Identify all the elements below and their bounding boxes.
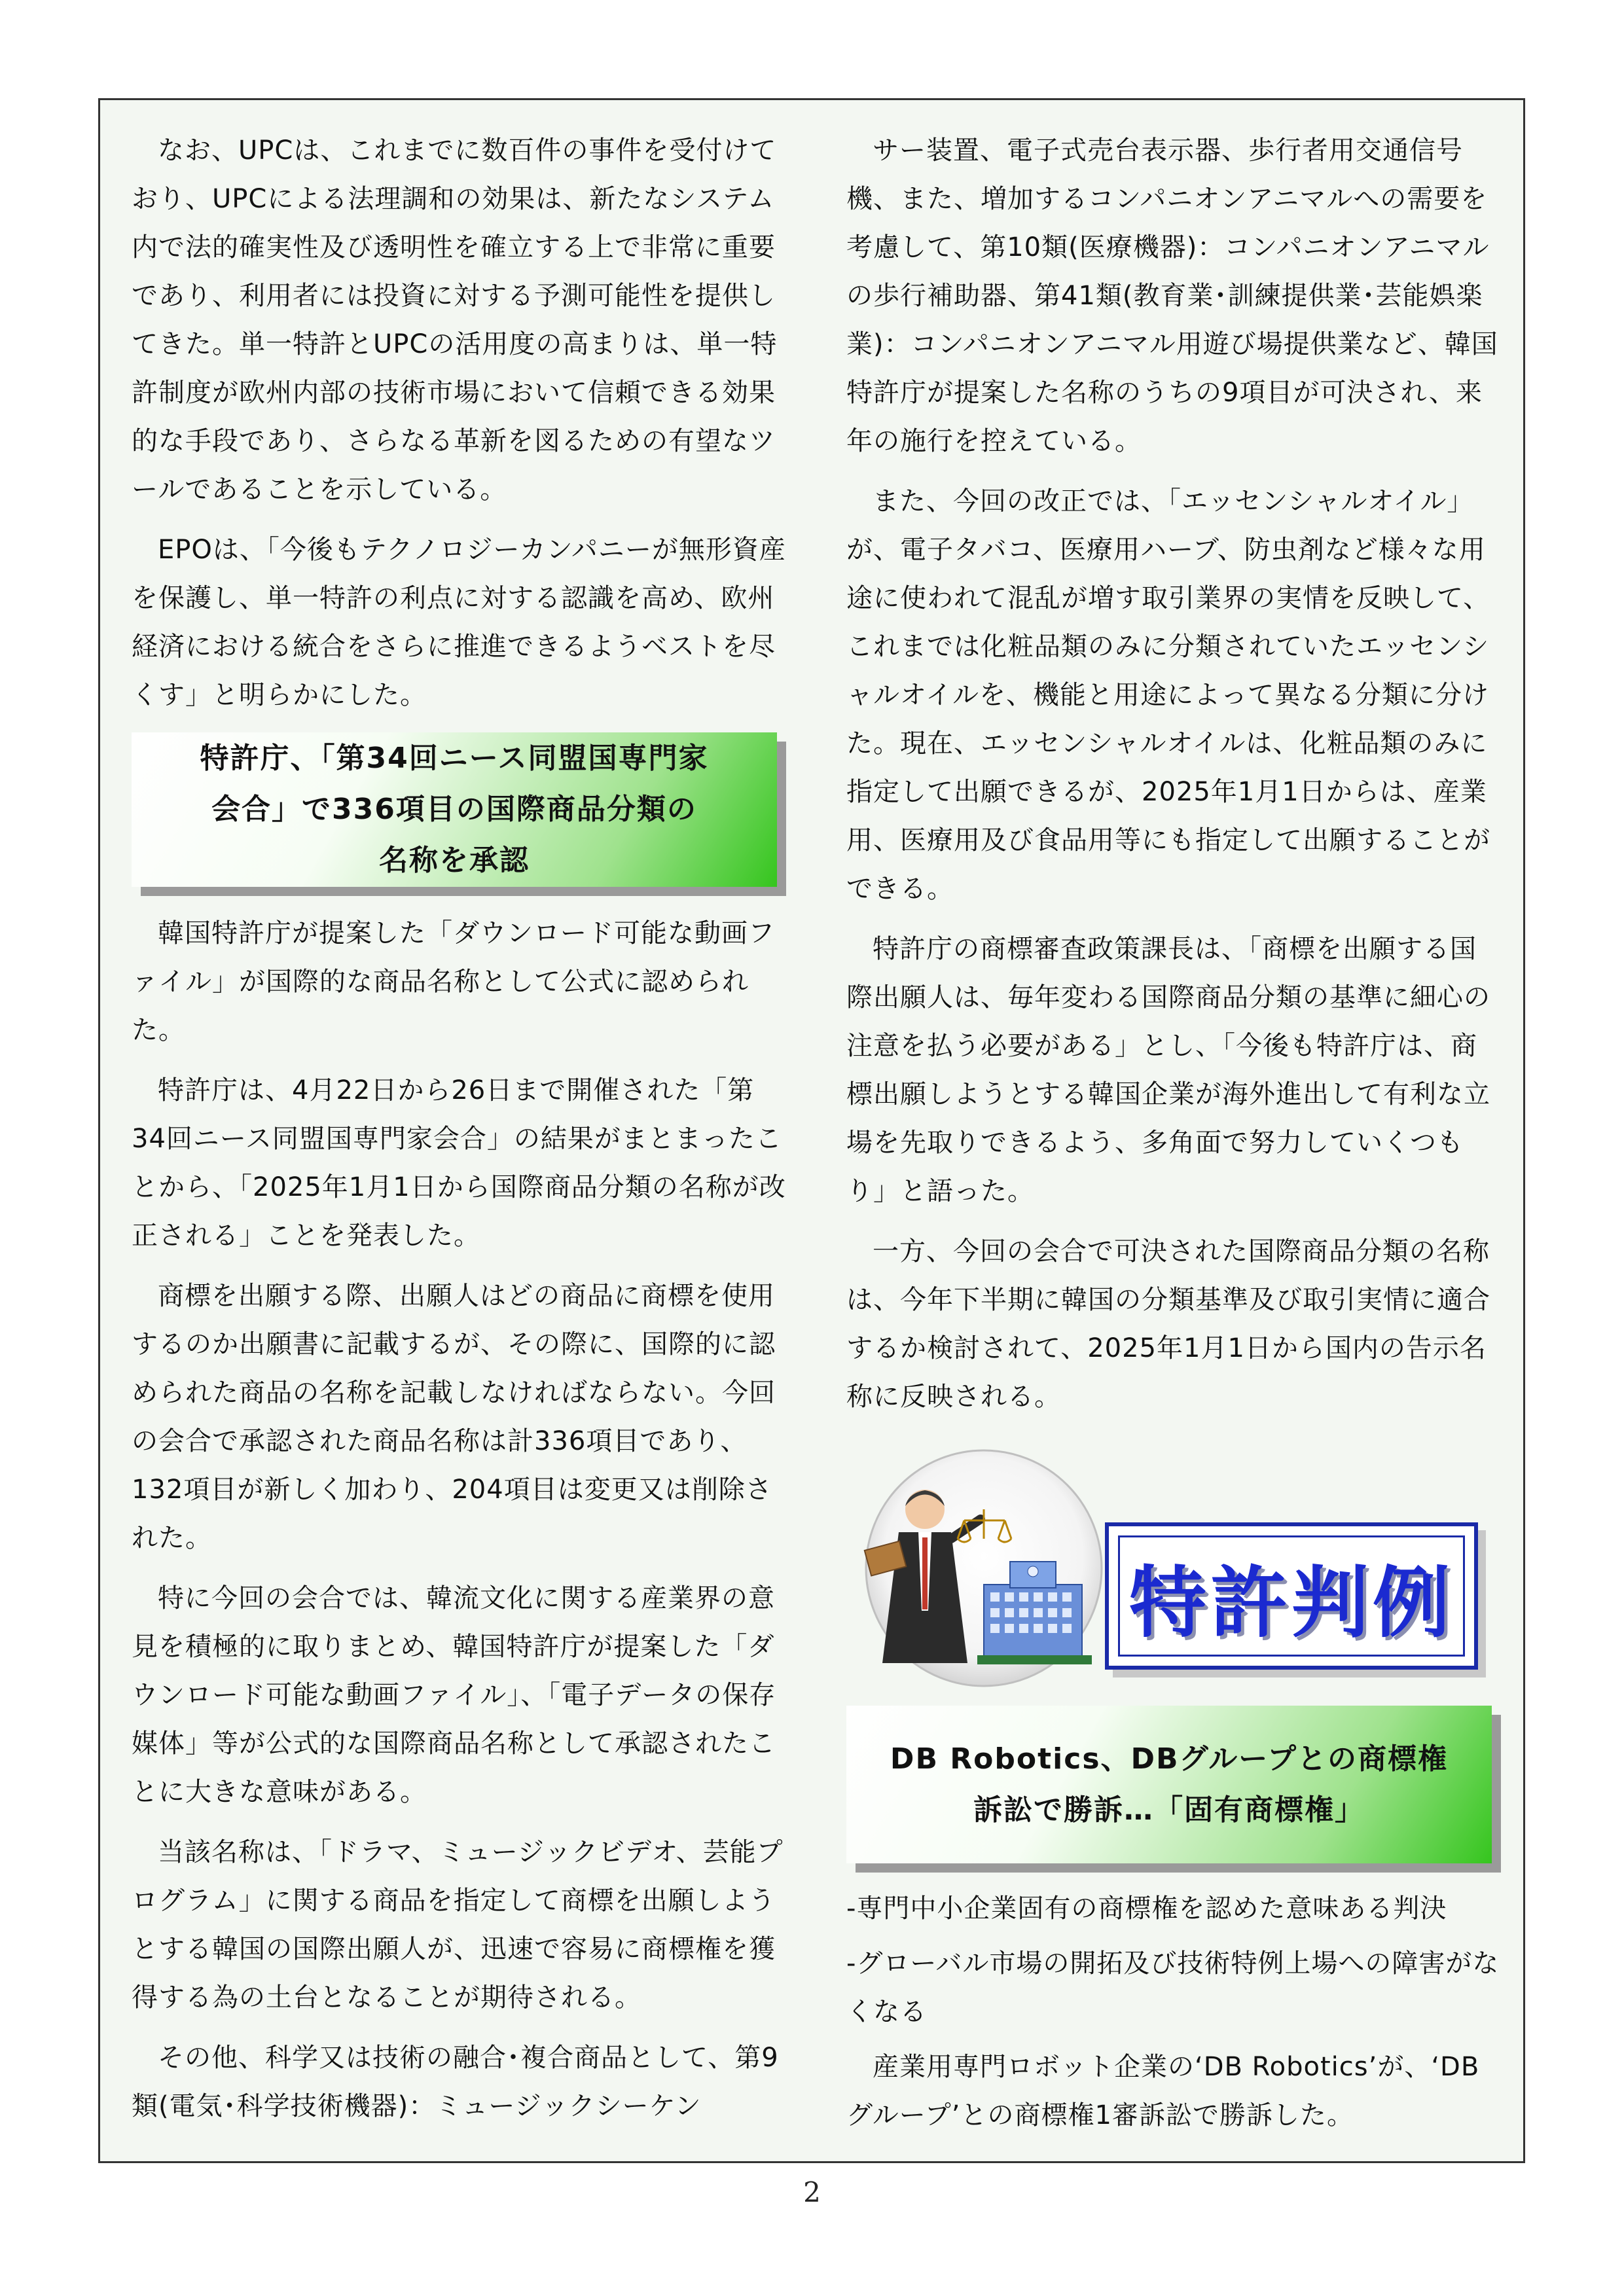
paragraph: 特に今回の会合では、韓流文化に関する産業界の意見を積極的に取りまとめ、韓国特許庁が提案した「ダウンロード可能な動画ファイル」、「電子データの保存媒体」等が公式的な国際商品名称として承認されたことに大きな意味がある。 — [132, 1583, 776, 1807]
subheadline: -専門中小企業固有の商標権を認めた意味ある判決 — [846, 1893, 1447, 1924]
paragraph: 一方、今回の会合で可決された国際商品分類の名称は、今年下半期に韓国の分類基準及び取引実情に適合するか検討されて、2025年1月1日から国内の告示名称に反映される。 — [846, 1236, 1490, 1412]
paragraph: 韓国特許庁が提案した「ダウンロード可能な動画ファイル」が国際的な商品名称として公式に認められた。 — [132, 918, 775, 1045]
paragraph: 特許庁は、4月22日から26日まで開催された「第34回ニース同盟国専門家会合」の結果がまとまったことから、「2025年1月1日から国際商品分類の名称が改正される」ことを発表した。 — [132, 1075, 786, 1251]
paragraph: サー装置、電子式売台表示器、歩行者用交通信号機、また、増加するコンパニオンアニマルへの需要を考慮して、第10類(医療機器)：コンパニオンアニマルの歩行補助器、第41類(教育業･訓練提供業･芸能娯楽業)：コンパニオンアニマル用遊び場提供業など、韓国特許庁が提案した名称のうちの9項目が可決され、来年の施行を控えている。 — [846, 135, 1498, 456]
left-column — [132, 126, 786, 2142]
article-heading-banner — [132, 732, 786, 896]
paragraph: なお、UPCは、これまでに数百件の事件を受付けており、UPCによる法理調和の効果は、新たなシステム内で法的確実性及び透明性を確立する上で非常に重要であり、利用者には投資に対する予測可能性を提供してきた。単一特許とUPCの活用度の高まりは、単一特許制度が欧州内部の技術市場において信頼できる効果的な手段であり、さらなる革新を図るための有望なツールであることを示している。 — [132, 135, 778, 505]
heading-line: 名称を承認 — [379, 844, 530, 877]
heading-line: 訴訟で勝訴…「固有商標権」 — [973, 1793, 1365, 1827]
page-number: 2 — [803, 2176, 821, 2208]
paragraph: 産業用専門ロボット企業の‘DB Robotics’が、‘DBグループ’との商標権1審訴訟で勝訴した。 — [846, 2052, 1480, 2130]
heading-line: DB Robotics、DBグループとの商標権 — [890, 1742, 1449, 1776]
heading-line: 会合」で336項目の国際商品分類の — [211, 793, 697, 826]
paragraph: 特許庁の商標審査政策課長は、「商標を出願する国際出願人は、毎年変わる国際商品分類の基準に細心の注意を払う必要がある」とし、「今後も特許庁は、商標出願しようとする韓国企業が海外進出して有利な立場を先取りできるよう、多角面で努力していくつもり」と語った。 — [846, 934, 1490, 1206]
judge-illustration-icon — [853, 1447, 1128, 1689]
paragraph: その他、科学又は技術の融合･複合商品として、第9類(電気･科学技術機器)：ミュージックシーケン — [132, 2043, 779, 2121]
right-column — [846, 126, 1501, 2151]
paragraph: EPOは、「今後もテクノロジーカンパニーが無形資産を保護し、単一特許の利点に対する認識を高め、欧州経済における統合をさらに推進できるようベストを尽くす」と明らかにした。 — [132, 535, 786, 710]
paragraph: また、今回の改正では、「エッセンシャルオイル」が、電子タバコ、医療用ハーブ、防虫剤など様々な用途に使われて混乱が増す取引業界の実情を反映して、これまでは化粧品類のみに分類されていたエッセンシャルオイルを、機能と用途によって異なる分類に分けた。現在、エッセンシャルオイルは、化粧品類のみに指定して出願できるが、2025年1月1日からは、産業用、医療用及び食品用等にも指定して出願することができる。 — [846, 486, 1490, 904]
section-label-box — [1105, 1522, 1478, 1670]
patent-case-emblem — [846, 1447, 1501, 1689]
paragraph: 商標を出願する際、出願人はどの商品に商標を使用するのか出願書に記載するが、その際に、国際的に認められた商品の名称を記載しなければならない。今回の会合で承認された商品名称は計336項目であり、132項目が新しく加わり、204項目は変更又は削除された。 — [132, 1281, 776, 1553]
heading-line: 特許庁、「第34回ニース同盟国専門家 — [200, 742, 709, 775]
section-label: 特許判例 — [1128, 1557, 1454, 1648]
subheadline: -グローバル市場の開拓及び技術特例上場への障害がなくなる — [846, 1948, 1500, 2027]
article-heading-banner — [846, 1706, 1501, 1873]
paragraph: 当該名称は、「ドラマ、ミュージックビデオ、芸能プログラム」に関する商品を指定して商標を出願しようとする韓国の国際出願人が、迅速で容易に商標権を獲得する為の土台となることが期待される。 — [132, 1837, 784, 2013]
page-frame — [98, 98, 1525, 2163]
